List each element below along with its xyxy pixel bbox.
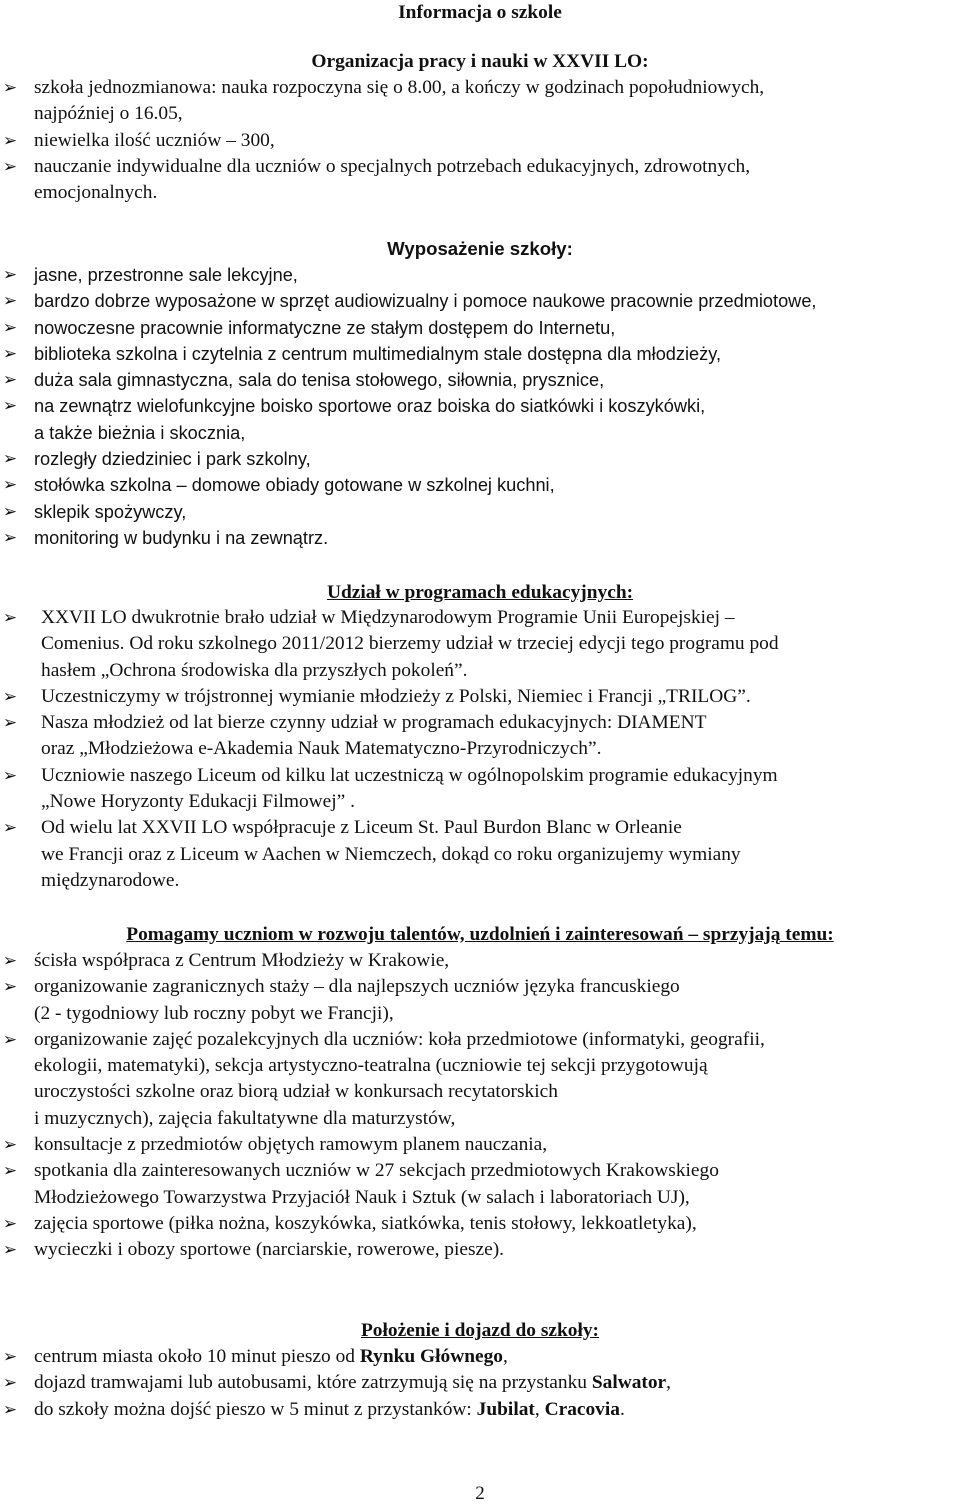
arrow-bullet-icon: ➢ [2,265,18,284]
programy-heading: Udział w programach edukacyjnych: [326,582,634,603]
list-item-line: stołówka szkolna – domowe obiady gotowane w szkolnej kuchni, [34,475,555,496]
list-item [0,605,960,684]
dojazd-heading: Położenie i dojazd do szkoły: [360,1320,600,1341]
list-item [0,341,960,367]
list-item-line: hasłem „Ochrona środowiska dla przyszłych pokoleń”. [41,659,468,681]
arrow-bullet-icon: ➢ [2,1029,18,1049]
list-item [0,763,960,816]
list-item-line: konsultacje z przedmiotów objętych ramowym planem nauczania, [34,1134,548,1156]
list-item [0,1158,960,1211]
list-item-line: najpóźniej o 16.05, [34,103,183,125]
arrow-bullet-icon: ➢ [2,343,18,363]
list-item: ➢ dojazd tramwajami lub autobusami, które zatrzymują się na przystanku Salwator, [0,1370,960,1396]
list-item-line: i muzycznych), zajęcia fakultatywne dla maturzystów, [34,1107,456,1129]
arrow-bullet-icon: ➢ [2,977,18,997]
arrow-bullet-icon: ➢ [2,370,18,390]
list-item-line: (2 - tygodniowy lub roczny pobyt we Francji), [34,1002,394,1024]
list-item [0,1027,960,1132]
list-item [0,499,960,525]
list-item-line: a także bieżnia i skocznia, [34,422,246,443]
list-item-line: zajęcia sportowe (piłka nożna, koszykówka, siatkówka, tenis stołowy, lekkoatletyka), [34,1212,697,1234]
list-item-line: XXVII LO dwukrotnie brało udział w Międzynarodowym Programie Unii Europejskiej – [41,607,735,628]
list-item-line: spotkania dla zainteresowanych uczniów w 27 sekcjach przedmiotowych Krakowskiego [34,1160,719,1182]
list-item-line: ścisła współpraca z Centrum Młodzieży w Krakowie, [34,950,450,971]
list-item-line: uroczystości szkolne oraz biorą udział w konkursach recytatorskich [34,1081,558,1103]
arrow-bullet-icon: ➢ [2,608,18,627]
list-item-line: rozległy dziedziniec i park szkolny, [34,449,311,470]
list-item-line: jasne, przestronne sale lekcyjne, [34,265,298,285]
list-item [0,1237,960,1263]
wyposazenie-list [0,262,960,551]
list-item-line: międzynarodowe. [41,869,180,891]
talenty-list [0,948,960,1264]
list-item [0,262,960,288]
arrow-bullet-icon: ➢ [2,1161,18,1181]
list-item-line: monitoring w budynku i na zewnątrz. [34,527,329,548]
page-number: 2 [475,1483,485,1504]
arrow-bullet-icon: ➢ [2,501,18,521]
list-item [0,446,960,472]
list-item [0,128,960,154]
arrow-bullet-icon: ➢ [2,317,18,337]
arrow-bullet-icon: ➢ [2,475,18,495]
list-item [0,1132,960,1158]
page-title: Informacja o szkole [398,2,562,23]
arrow-bullet-icon: ➢ [2,1347,18,1366]
list-item [0,367,960,393]
programy-list [0,605,960,894]
list-item-line: Młodzieżowego Towarzystwa Przyjaciół Nauk i Sztuk (w salach i laboratoriach UJ), [34,1186,690,1208]
list-item-line: organizowanie zagranicznych staży – dla najlepszych uczniów języka francuskiego [34,976,680,998]
organizacja-list [0,75,960,206]
list-item [0,472,960,498]
dojazd-list [0,1344,960,1423]
arrow-bullet-icon: ➢ [2,818,18,838]
list-item-line: na zewnątrz wielofunkcyjne boisko sportowe oraz boiska do siatkówki i koszykówki, [34,396,706,417]
list-item [0,75,960,128]
list-item-line: wycieczki i obozy sportowe (narciarskie, rowerowe, piesze). [34,1239,505,1261]
list-item [0,288,960,314]
list-item [0,710,960,763]
list-item-line: bardzo dobrze wyposażone w sprzęt audiowizualny i pomoce naukowe pracownie przedmiotowe, [34,291,817,312]
list-item [0,154,960,207]
list-item [0,315,960,341]
list-item-line: nowoczesne pracownie informatyczne ze stałym dostępem do Internetu, [34,317,616,338]
arrow-bullet-icon: ➢ [2,686,18,706]
list-item [0,684,960,710]
list-item-line: sklepik spożywczy, [34,501,187,522]
list-item-line: we Francji oraz z Liceum w Aachen w Niemczech, dokąd co roku organizujemy wymiany [41,843,741,865]
arrow-bullet-icon: ➢ [2,765,18,785]
list-item-line: szkoła jednozmianowa: nauka rozpoczyna się o 8.00, a kończy w godzinach popołudniowych, [34,77,765,98]
arrow-bullet-icon: ➢ [2,1135,18,1155]
wyposazenie-heading: Wyposażenie szkoły: [387,238,573,259]
list-item: ➢ centrum miasta około 10 minut pieszo od Rynku Głównego, [0,1344,960,1370]
arrow-bullet-icon: ➢ [2,1373,18,1393]
arrow-bullet-icon: ➢ [2,396,18,416]
list-item [0,974,960,1027]
list-item-line: Comenius. Od roku szkolnego 2011/2012 bierzemy udział w trzeciej edycji tego programu pod [41,633,779,655]
list-item-line: Uczniowie naszego Liceum od kilku lat uczestniczą w ogólnopolskim programie edukacyjnym [41,764,778,786]
arrow-bullet-icon: ➢ [2,1240,18,1260]
list-item: ➢ do szkoły można dojść pieszo w 5 minut z przystanków: Jubilat, Cracovia. [0,1397,960,1423]
list-item [0,815,960,894]
arrow-bullet-icon: ➢ [2,951,18,970]
arrow-bullet-icon: ➢ [2,713,18,733]
list-item-line: oraz „Młodzieżowa e-Akademia Nauk Matematyczno-Przyrodniczych”. [41,738,602,760]
list-item [0,393,960,446]
arrow-bullet-icon: ➢ [2,527,18,547]
organizacja-heading: Organizacja pracy i nauki w XXVII LO: [311,51,649,72]
list-item-line: Od wielu lat XXVII LO współpracuje z Liceum St. Paul Burdon Blanc w Orleanie [41,817,682,839]
list-item-line: organizowanie zajęć pozalekcyjnych dla uczniów: koła przedmiotowe (informatyki, geografii, [34,1028,765,1050]
arrow-bullet-icon: ➢ [2,130,18,150]
arrow-bullet-icon: ➢ [2,156,18,176]
list-item [0,525,960,551]
list-item-line: biblioteka szkolna i czytelnia z centrum multimedialnym stale dostępna dla młodzieży, [34,343,722,364]
arrow-bullet-icon: ➢ [2,78,18,97]
arrow-bullet-icon: ➢ [2,1399,18,1419]
list-item-line: Nasza młodzież od lat bierze czynny udział w programach edukacyjnych: DIAMENT [41,712,707,734]
arrow-bullet-icon: ➢ [2,291,18,311]
arrow-bullet-icon: ➢ [2,449,18,469]
list-item [0,1211,960,1237]
talenty-heading: Pomagamy uczniom w rozwoju talentów, uzdolnień i zainteresowań – sprzyjają temu: [126,924,834,945]
list-item-line: nauczanie indywidualne dla uczniów o specjalnych potrzebach edukacyjnych, zdrowotnych, [34,155,751,177]
list-item-line: ekologii, matematyki), sekcja artystyczno-teatralna (uczniowie tej sekcji przygotowują [34,1055,708,1077]
list-item-line: niewielka ilość uczniów – 300, [34,129,275,151]
list-item-line: emocjonalnych. [34,182,158,204]
list-item-line: duża sala gimnastyczna, sala do tenisa stołowego, siłownia, prysznice, [34,370,605,391]
list-item-line: Uczestniczymy w trójstronnej wymianie młodzieży z Polski, Niemiec i Francji „TRILOG”. [41,685,751,707]
list-item [0,948,960,974]
arrow-bullet-icon: ➢ [2,1213,18,1233]
list-item-line: „Nowe Horyzonty Edukacji Filmowej” . [41,791,355,813]
